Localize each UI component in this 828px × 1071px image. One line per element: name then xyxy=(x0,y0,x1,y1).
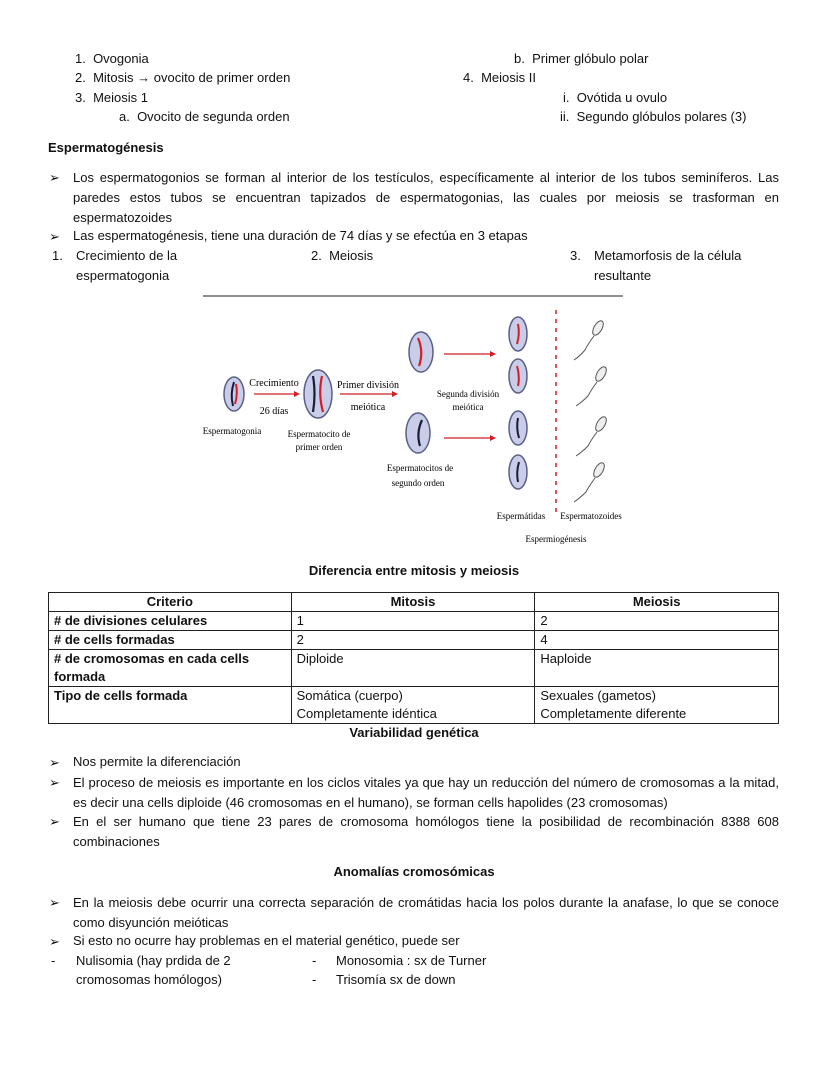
dash-marker: - xyxy=(51,953,56,968)
bullet-arrow-icon: ➢ xyxy=(49,814,60,829)
list-item-nulisomia-cont: cromosomas homólogos) xyxy=(76,972,222,987)
list-item-segundo-globulos: ii. Segundo glóbulos polares (3) xyxy=(560,109,747,124)
label-espermiogenesis: Espermiogénesis xyxy=(525,534,587,544)
list-item-mitosis: 2. Mitosis → ovocito de primer orden xyxy=(75,70,291,85)
table-cell-mitosis: 2 xyxy=(291,631,535,650)
label-segunda-division-meiotica: meiótica xyxy=(452,402,484,412)
section-heading-espermatogenesis: Espermatogénesis xyxy=(48,140,164,155)
bullet-arrow-icon: ➢ xyxy=(49,755,60,770)
list-item-ovocito-segunda: a. Ovocito de segunda orden xyxy=(119,109,290,124)
table-cell-meiosis: 2 xyxy=(535,612,779,631)
header-mitosis: Mitosis xyxy=(291,593,535,612)
paragraph-problemas: Si esto no ocurre hay problemas en el material genético, puede ser xyxy=(73,933,460,948)
stage-1-label-cont: espermatogonia xyxy=(76,268,170,283)
table-cell-criterio: # de cells formadas xyxy=(49,631,292,650)
spermatogenesis-diagram xyxy=(0,290,828,552)
table-title: Diferencia entre mitosis y meiosis xyxy=(308,563,520,578)
bullet-arrow-icon: ➢ xyxy=(49,934,60,949)
table-cell-meiosis xyxy=(535,687,779,724)
list-item-meiosis2: 4. Meiosis II xyxy=(463,70,536,85)
secondary-spermatocyte-cell xyxy=(406,413,430,453)
comparison-table xyxy=(48,592,779,724)
stage-1-number: 1. xyxy=(52,248,63,263)
spermatid-cell xyxy=(509,455,527,489)
spermatozoon xyxy=(576,365,608,406)
paragraph-diferenciacion: Nos permite la diferenciación xyxy=(73,754,241,769)
spermatogonium-cell xyxy=(224,377,244,411)
table-row xyxy=(49,687,779,724)
list-item-ovotida: i. Ovótida u ovulo xyxy=(563,90,668,105)
paragraph-duracion: Las espermatogénesis, tiene una duración de 74 días y se efectúa en 3 etapas xyxy=(73,228,528,243)
label-primer-orden: primer orden xyxy=(295,442,343,452)
label-26-dias: 26 días xyxy=(259,406,289,417)
primary-spermatocyte-cell xyxy=(304,370,332,418)
header-meiosis: Meiosis xyxy=(535,593,779,612)
table-cell-mitosis: 1 xyxy=(291,612,535,631)
label-segunda-division: Segunda división xyxy=(436,389,500,399)
table-cell-line: Somática (cuerpo) xyxy=(296,688,403,703)
spermatid-cell xyxy=(509,359,527,393)
list-item-trisomia: Trisomía sx de down xyxy=(336,972,456,987)
table-cell-meiosis: Haploide xyxy=(535,650,779,687)
bullet-arrow-icon: ➢ xyxy=(49,170,60,185)
table-cell-criterio: Tipo de cells formada xyxy=(49,687,292,724)
label-crecimiento: Crecimiento xyxy=(249,378,299,389)
table-cell-line: Sexuales (gametos) xyxy=(540,688,656,703)
stage-3-label-cont: resultante xyxy=(594,268,652,283)
bullet-arrow-icon: ➢ xyxy=(49,775,60,790)
secondary-spermatocyte-cell xyxy=(409,332,433,372)
table-cell-line: Completamente diferente xyxy=(540,706,687,721)
label-espermatogonia: Espermatogonia xyxy=(202,426,262,436)
list-item-monosomia: Monosomia : sx de Turner xyxy=(336,953,487,968)
spermatozoon xyxy=(576,415,608,456)
label-espermatocito-primer: Espermatocito de xyxy=(287,429,351,439)
label-espermatozoides: Espermatozoides xyxy=(560,511,622,521)
paragraph-recombinacion: En el ser humano que tiene 23 pares de cromosoma homólogos tiene la posibilidad de recombinación 8388 608 combinaciones xyxy=(73,814,779,849)
label-espermatocitos-segundo: Espermatocitos de xyxy=(386,463,454,473)
table-header-row xyxy=(49,593,779,612)
stage-3-number: 3. xyxy=(570,248,581,263)
table-row xyxy=(49,650,779,687)
paragraph-disyuncion: En la meiosis debe ocurrir una correcta separación de cromátidas hacia los polos durante la anafase, lo que se conoce como disyunción meióticas xyxy=(73,895,779,930)
list-item-nulisomia: Nulisomia (hay prdida de 2 xyxy=(76,953,231,968)
stage-1-label: Crecimiento de la xyxy=(76,248,178,263)
spermatozoon xyxy=(574,319,605,360)
spermatid-cell xyxy=(509,411,527,445)
stage-3-label: Metamorfosis de la célula xyxy=(594,248,742,263)
list-item-primer-globulo: b. Primer glóbulo polar xyxy=(514,51,649,66)
table-cell-meiosis: 4 xyxy=(535,631,779,650)
header-criterio: Criterio xyxy=(49,593,292,612)
table-cell-mitosis: Diploide xyxy=(291,650,535,687)
section-heading-anomalias: Anomalías cromosómicas xyxy=(333,864,495,879)
list-item-meiosis1: 3. Meiosis 1 xyxy=(75,90,148,105)
section-heading-variabilidad: Variabilidad genética xyxy=(349,725,479,740)
table-cell-criterio: # de cromosomas en cada cells formada xyxy=(49,650,292,687)
spermatid-cell xyxy=(509,317,527,351)
spermatozoon xyxy=(574,461,606,502)
dash-marker: - xyxy=(312,953,317,968)
table-row xyxy=(49,631,779,650)
table-cell-criterio: # de divisiones celulares xyxy=(49,612,292,631)
stage-2-label: 2. Meiosis xyxy=(311,248,374,263)
paragraph-meiosis-importancia: El proceso de meiosis es importante en los ciclos vitales ya que hay un reducción del número de cromosomas a la mitad, es decir una cells diploide (46 cromosomas en el humano), se forman cells hapolides (23 cromosomas) xyxy=(73,775,779,810)
table-cell-mitosis xyxy=(291,687,535,724)
label-espermatidas: Espermátidas xyxy=(496,511,546,521)
bullet-arrow-icon: ➢ xyxy=(49,229,60,244)
label-segundo-orden: segundo orden xyxy=(391,478,445,488)
label-primer-division: Primer división xyxy=(337,380,399,391)
paragraph-espermatogonios: Los espermatogonios se forman al interior de los testículos, específicamente al interior de los tubos seminíferos. Las paredes estos tubos se encuentran tapizados de espermatogonias, las cuales por meiosis se trasforman en espermatozoides xyxy=(73,170,779,225)
table-cell-line: Completamente idéntica xyxy=(296,706,437,721)
table-row xyxy=(49,612,779,631)
dash-marker: - xyxy=(312,972,317,987)
list-item-ovogonia: 1. Ovogonia xyxy=(75,51,149,66)
label-primer-division-meiotica: meiótica xyxy=(350,402,386,413)
bullet-arrow-icon: ➢ xyxy=(49,895,60,910)
